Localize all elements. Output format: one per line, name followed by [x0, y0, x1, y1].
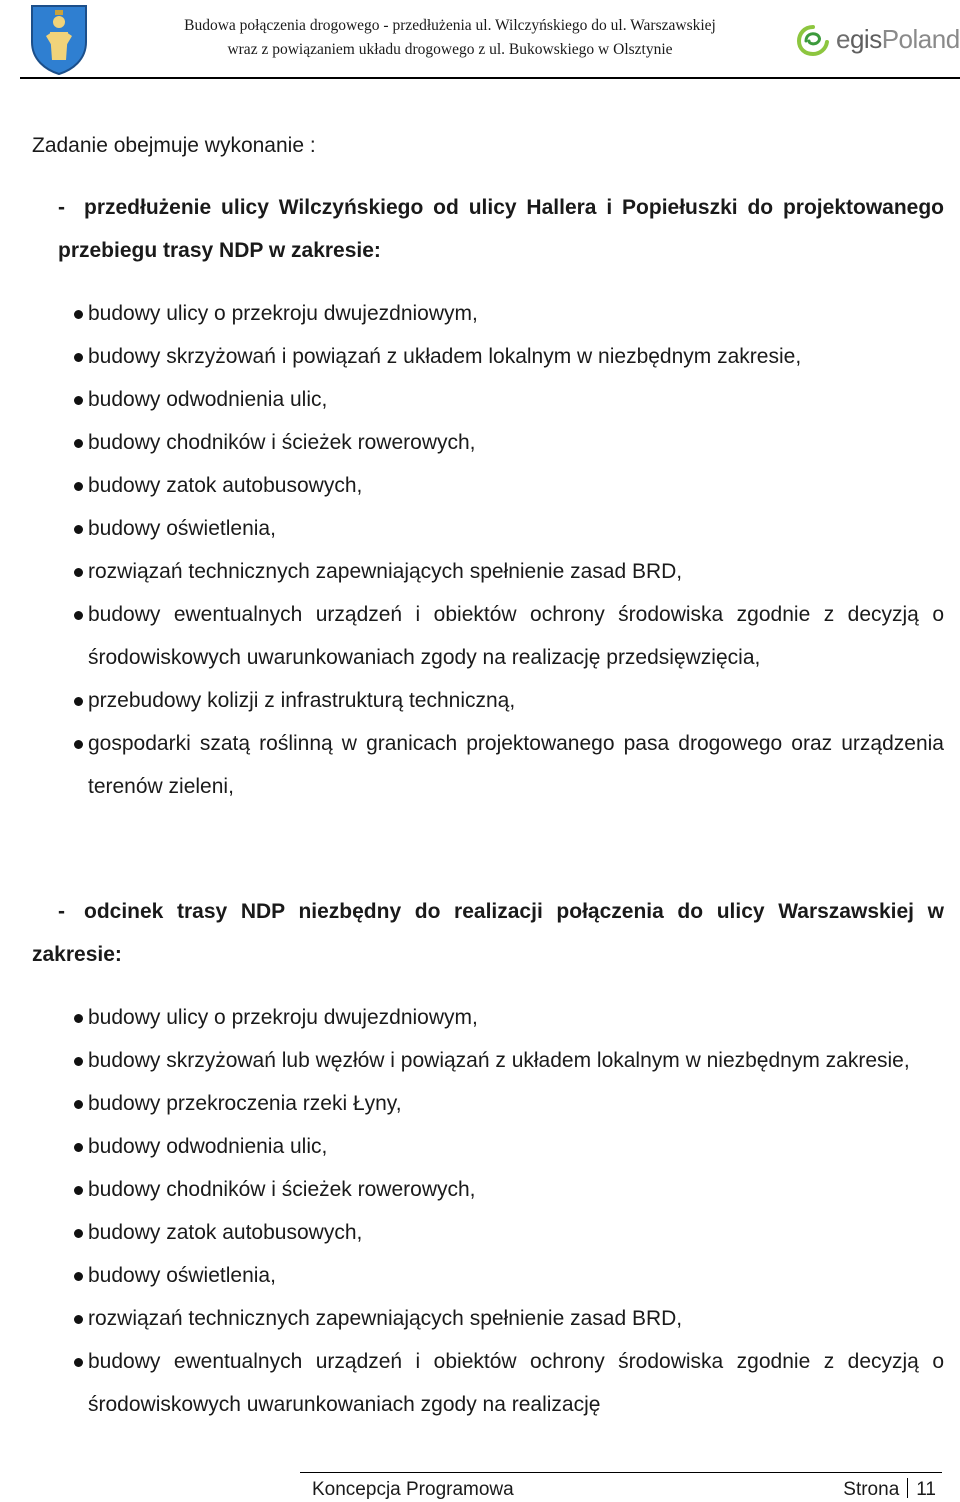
page-number	[843, 1478, 936, 1502]
list-item: budowy chodników i ścieżek rowerowych,	[32, 1168, 944, 1211]
section-1-dash: -	[58, 196, 65, 219]
list-item: budowy odwodnienia ulic,	[32, 1125, 944, 1168]
olsztyn-coat-of-arms-icon	[28, 2, 90, 76]
bullet-icon	[74, 568, 83, 577]
list-item: rozwiązań technicznych zapewniających spełnienie zasad BRD,	[32, 550, 944, 593]
list-item: budowy skrzyżowań i powiązań z układem lokalnym w niezbędnym zakresie,	[32, 335, 944, 378]
list-item: budowy zatok autobusowych,	[32, 464, 944, 507]
document-header-title	[100, 14, 800, 62]
bullet-icon	[74, 1186, 83, 1195]
page-label: Strona	[843, 1479, 900, 1500]
section-2-list	[32, 996, 944, 1426]
section-2-title-text: odcinek trasy NDP niezbędny do realizacji połączenia do ulicy Warszawskiej w zakresie:	[32, 900, 944, 966]
bullet-icon	[74, 482, 83, 491]
list-item: budowy oświetlenia,	[32, 1254, 944, 1297]
bullet-icon	[74, 1057, 83, 1066]
bullet-icon	[74, 439, 83, 448]
list-item: budowy ulicy o przekroju dwujezdniowym,	[32, 292, 944, 335]
footer-document-name: Koncepcja Programowa	[312, 1479, 514, 1500]
section-1-title	[58, 186, 944, 272]
header-divider	[20, 77, 960, 79]
bullet-icon	[74, 1100, 83, 1109]
header-title-line-2: wraz z powiązaniem układu drogowego z ul. Bukowskiego w Olsztynie	[227, 41, 673, 58]
logo-poland: Poland	[881, 24, 960, 54]
section-1-list	[32, 292, 944, 808]
page-number-value: 11	[916, 1479, 936, 1500]
bullet-icon	[74, 740, 83, 749]
section-1-title-text: przedłużenie ulicy Wilczyńskiego od ulicy Hallera i Popiełuszki do projektowanego przebiegu trasy NDP w zakresie:	[58, 196, 944, 262]
list-item: budowy ewentualnych urządzeń i obiektów ochrony środowiska zgodnie z decyzją o środowiskowych uwarunkowaniach zgody na realizację	[32, 1340, 944, 1426]
list-item: budowy przekroczenia rzeki Łyny,	[32, 1082, 944, 1125]
bullet-icon	[74, 310, 83, 319]
egis-poland-logo	[796, 22, 960, 58]
list-item: budowy chodników i ścieżek rowerowych,	[32, 421, 944, 464]
list-item: rozwiązań technicznych zapewniających spełnienie zasad BRD,	[32, 1297, 944, 1340]
list-item: budowy oświetlenia,	[32, 507, 944, 550]
list-item: budowy zatok autobusowych,	[32, 1211, 944, 1254]
bullet-icon	[74, 697, 83, 706]
bullet-icon	[74, 525, 83, 534]
bullet-icon	[74, 1143, 83, 1152]
page-header	[0, 0, 960, 80]
bullet-icon	[74, 396, 83, 405]
bullet-icon	[74, 1358, 83, 1367]
page-number-separator	[907, 1478, 908, 1498]
list-item: budowy skrzyżowań lub węzłów i powiązań z układem lokalnym w niezbędnym zakresie,	[32, 1039, 944, 1082]
list-item: budowy ulicy o przekroju dwujezdniowym,	[32, 996, 944, 1039]
logo-letter-e: e	[836, 24, 850, 54]
bullet-icon	[74, 1315, 83, 1324]
list-item: budowy ewentualnych urządzeń i obiektów ochrony środowiska zgodnie z decyzją o środowiskowych uwarunkowaniach zgody na realizację przedsięwzięcia,	[32, 593, 944, 679]
bullet-icon	[74, 1014, 83, 1023]
logo-gis: gis	[849, 24, 882, 54]
section-2-title	[32, 890, 944, 976]
list-item: przebudowy kolizji z infrastrukturą techniczną,	[32, 679, 944, 722]
logo-wordmark	[836, 22, 960, 56]
list-item: budowy odwodnienia ulic,	[32, 378, 944, 421]
list-item: gospodarki szatą roślinną w granicach projektowanego pasa drogowego oraz urządzenia terenów zieleni,	[32, 722, 944, 808]
section-2-dash: -	[58, 900, 65, 923]
intro-paragraph: Zadanie obejmuje wykonanie :	[32, 134, 316, 157]
footer-divider	[300, 1472, 942, 1473]
egis-swirl-icon	[796, 24, 830, 56]
header-title-line-1: Budowa połączenia drogowego - przedłużenia ul. Wilczyńskiego do ul. Warszawskiej	[184, 17, 716, 34]
bullet-icon	[74, 1229, 83, 1238]
bullet-icon	[74, 611, 83, 620]
bullet-icon	[74, 353, 83, 362]
page-footer	[0, 1466, 960, 1502]
bullet-icon	[74, 1272, 83, 1281]
